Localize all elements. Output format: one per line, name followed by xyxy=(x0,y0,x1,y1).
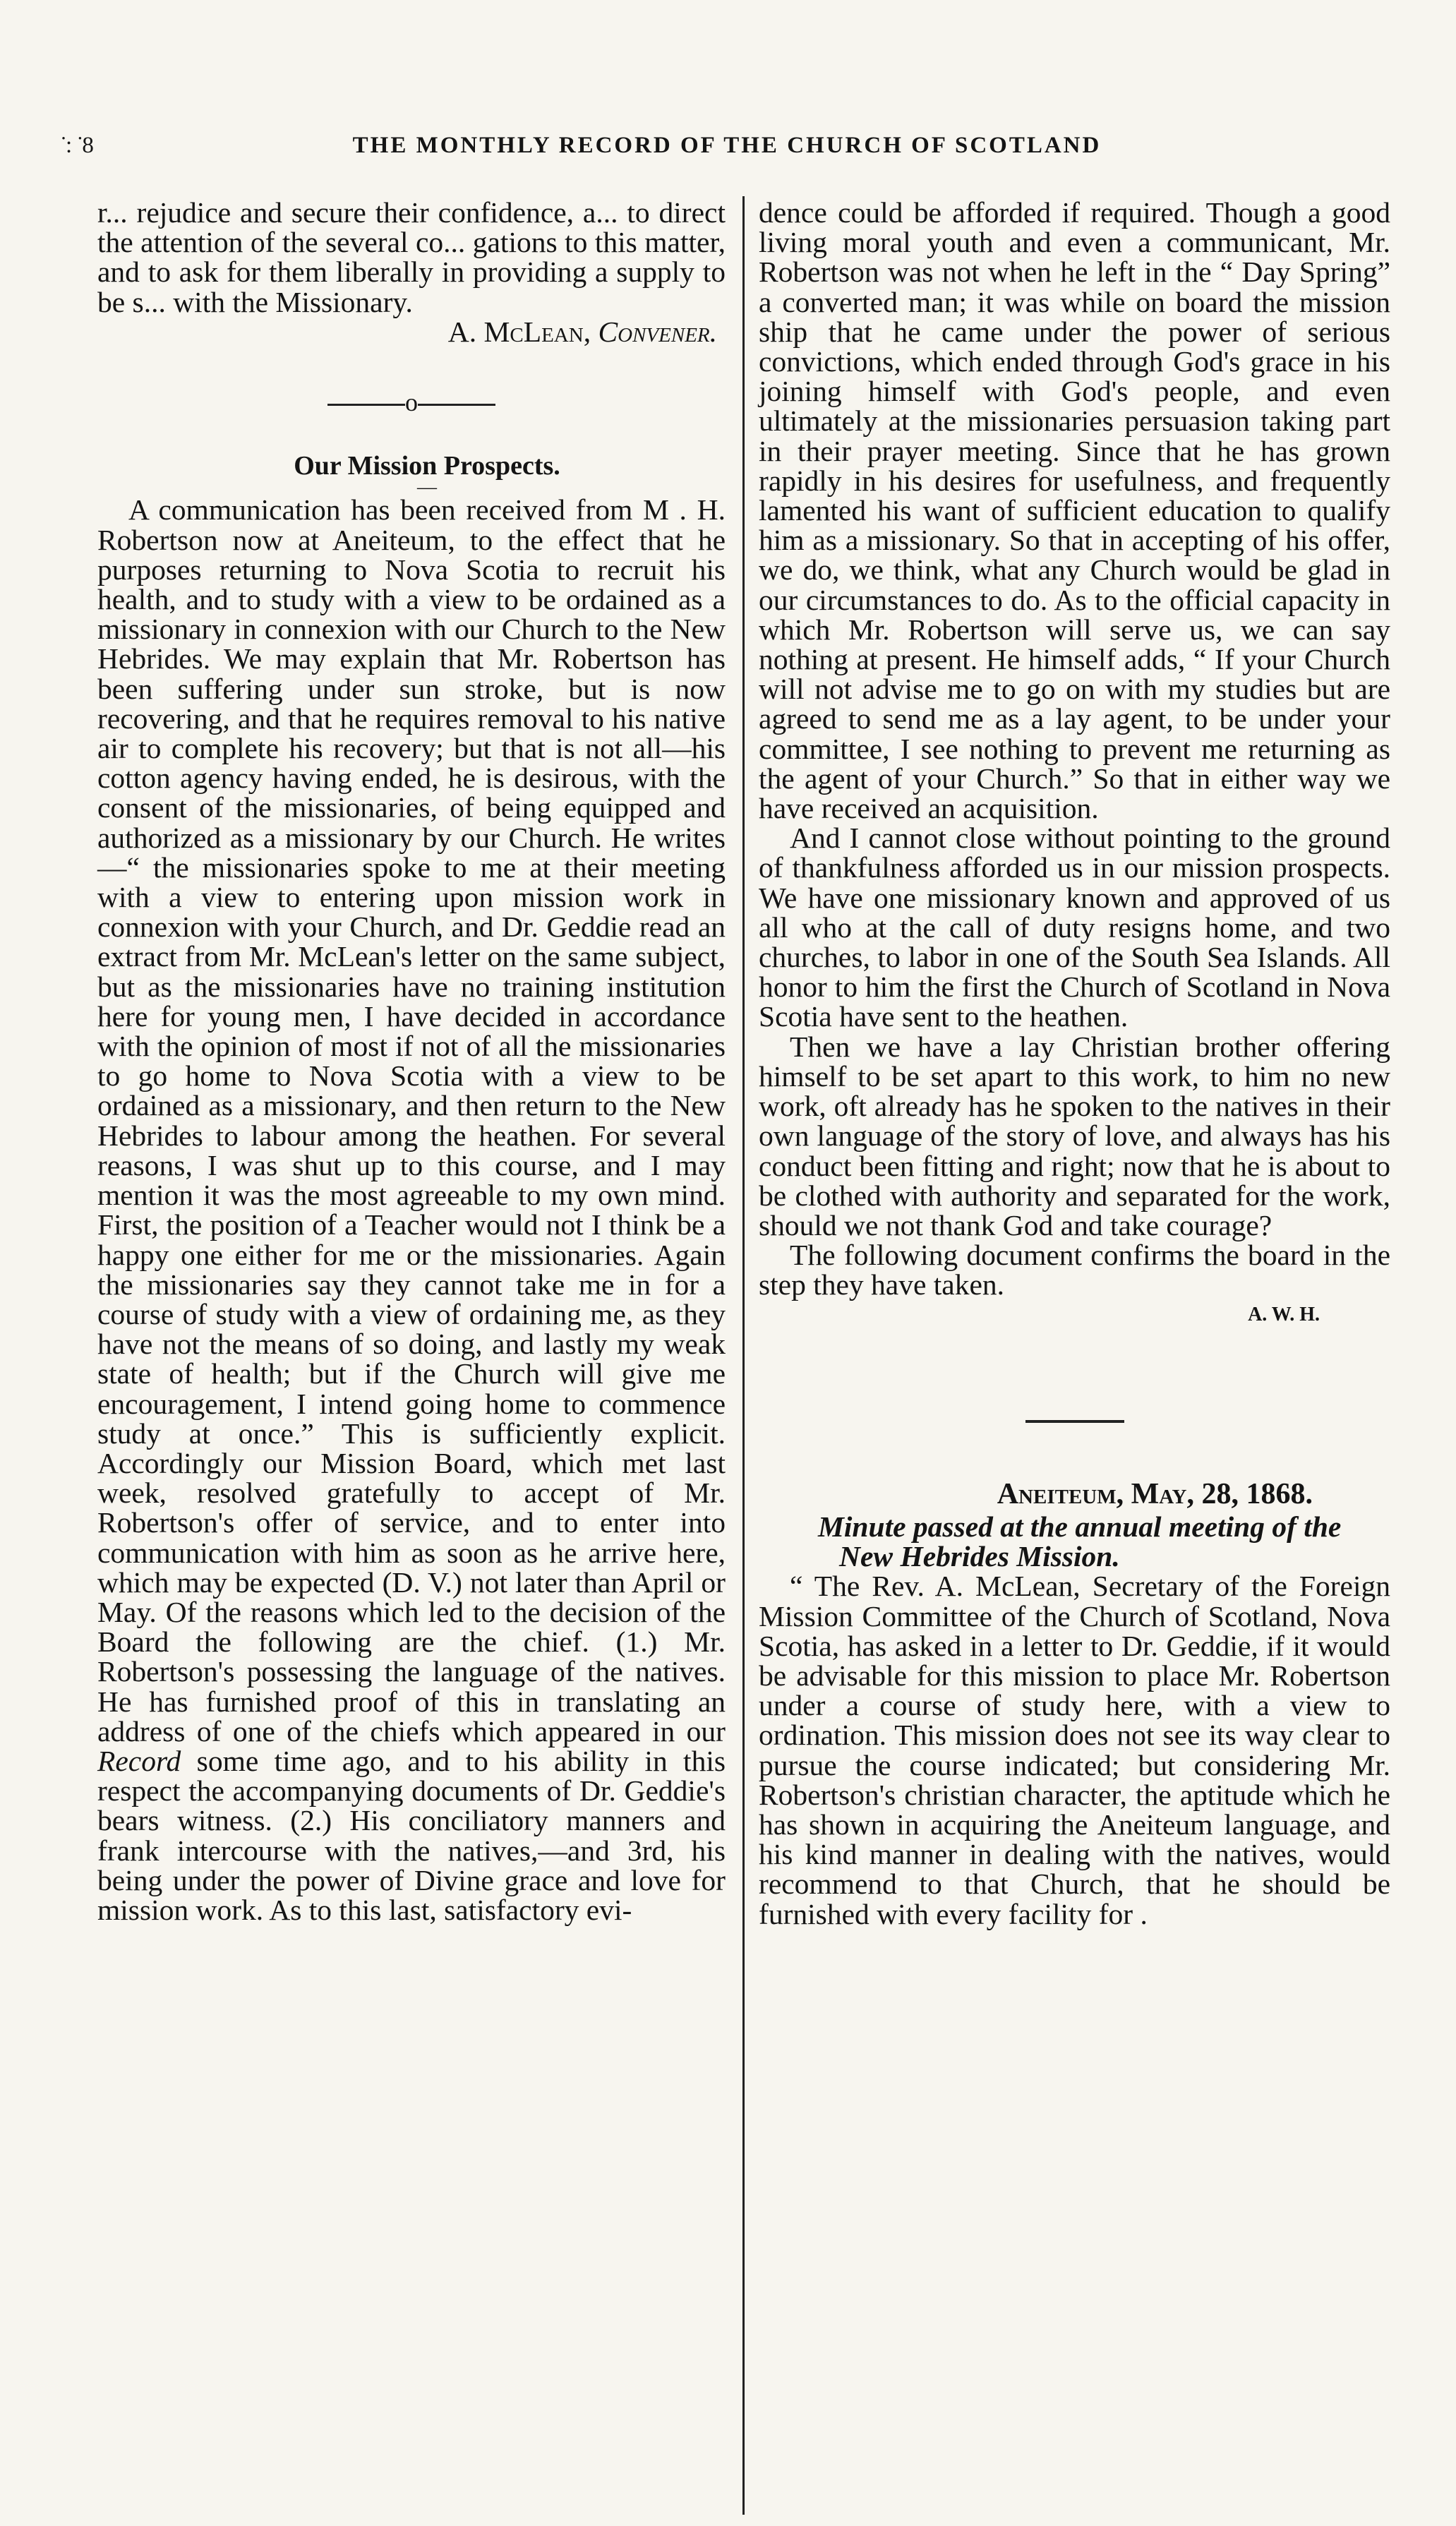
section-divider xyxy=(97,387,726,417)
minute-text: “ The Rev. A. McLean, Secretary of the Foreign Mission Committee of the Church of Scotland, Nova Scotia, has asked in a letter to Dr. Geddie, if it would be advisable for this mission to place Mr. Robertson under a course of study here, with a view to ordination. This mission does not see its way clear to pursue the course indicated; but considering Mr. Robertson's christian character, the aptitude which he has shown in acquiring the Aneiteum language, and his kind manner in dealing with the natives, would recommend to that Church, that he should be furnished with every facility for . xyxy=(759,1570,1390,1930)
short-rule xyxy=(1025,1420,1124,1423)
convener-signature xyxy=(97,317,726,347)
left-column xyxy=(97,198,726,1925)
article-text: A communication has been received from M . H. Robertson now at Aneiteum, to the effect that he purposes returning to Nova Scotia to recruit his health, and to study with a view to be ordained as a missionary in connexion with our Church to the New Hebrides. We may explain that Mr. Robertson has been suffering under sun stroke, but is now recovering, and that he requires removal to his native air to complete his recovery; but that is not all—his cotton agency having ended, he is desirous, with the consent of the missionaries, of being equipped and authorized as a missionary by our Church. He writes—“ the missionaries spoke to me at their meeting with a view to entering upon mission work in connexion with your Church, and Dr. Geddie read an extract from Mr. McLean's letter on the same subject, but as the missionaries have no training institution here for young men, I have decided in accordance with the opinion of most if not of all the missionaries to go home to Nova Scotia with a view to be ordained as a missionary, and then return to the New Hebrides to labour among the heathen. For several reasons, I was shut up to this course, and I may mention it was the most agreeable to my own mind. First, the position of a Teacher would not I think be a happy one either for me or the missionaries. Again the missionaries say they cannot take me in for a course of study with a view of ordaining me, as they have not the means of so doing, and lastly my weak state of health; but if the Church will give me encouragement, I intend going home to commence study at once.” This is sufficiently explicit. Accordingly our Mission Board, which met last week, resolved gratefully to accept of Mr. Robertson's offer of service, and to enter into communication with him as soon as he arrive here, which may be expected (D. V.) not later than April or May. Of the reasons which led to the decision of the Board the following are the chief. (1.) Mr. Robertson's possessing the language of the natives. He has furnished proof of this in translating an address of one of the chiefs which appeared in our xyxy=(97,493,726,1748)
minute-title-line2: New Hebrides Mission. xyxy=(839,1540,1120,1573)
page-header xyxy=(64,133,1390,175)
section-dash: — xyxy=(417,476,437,499)
divider-line-right xyxy=(418,404,495,406)
paragraph-thankfulness: And I cannot close without pointing to the ground of thankfulness afforded us in our mission prospects. We have one missionary known and approved of us all who at the call of duty resigns home, and two churches, to labor in one of the South Sea Islands. All honor to him the first the Church of Scotland in Nova Scotia have sent to the heathen. xyxy=(759,822,1390,1033)
paragraph-document: The following document confirms the board in the step they have taken. xyxy=(759,1239,1390,1301)
column-divider xyxy=(742,196,745,2515)
author-initials: A. W. H. xyxy=(1248,1303,1320,1325)
article-text-tail: some time ago, and to his ability in this respect the accompanying documents of Dr. Geddie's bears witness. (2.) His conciliatory manners and frank intercourse with the natives,—and 3rd, his being under the power of Divine grace and love for mission work. As to this last, satisfactory evi- xyxy=(97,1744,726,1926)
signature-name: A. McLean, xyxy=(447,315,591,348)
right-column xyxy=(759,198,1390,1929)
minute-title-line1: Minute passed at the annual meeting of the xyxy=(818,1510,1342,1543)
signature-role: Convener. xyxy=(598,315,717,348)
paragraph-lay-brother: Then we have a lay Christian brother offering himself to be set apart to this work, to him no new work, oft already has he spoken to the natives in their own language of the story of love, and always has his conduct been fitting and right; now that he is about to be clothed with authority and separated for the work, should we not thank God and take courage? xyxy=(759,1030,1390,1241)
continued-paragraph: dence could be afforded if required. Though a good living moral youth and even a communicant, Mr. Robertson was not when he left in the “ Day Spring” a converted man; it was while on board the mission ship that he came under the power of serious convictions, which ended through God's grace in his joining himself with God's people, and even ultimately at the missionaries persuasion taking part in their prayer meeting. Since that he has grown rapidly in his desires for usefulness, and frequently lamented his want of sufficient education to qualify him as a missionary. So that in accepting of his offer, we do, we think, what any Church would be glad in our circumstances to do. As to the official capacity in which Mr. Robertson will serve us, we can say nothing at present. He himself adds, “ If your Church will not advise me to go on with my studies but are agreed to send me as a lay agent, to be under your committee, I see nothing to prevent me returning as the agent of your Church.” So that in either way we have received an acquisition. xyxy=(759,196,1390,825)
article-paragraph xyxy=(97,495,726,1925)
divider-glyph: o xyxy=(405,388,418,417)
divider-line-left xyxy=(327,404,405,406)
dateline: Aneiteum, May, 28, 1868. xyxy=(997,1477,1313,1510)
intro-paragraph: r... rejudice and secure their confidence, a... to direct the attention of the several co... gations to this matter, and to ask for them liberally in providing a supply to be s... with the Missionary. xyxy=(97,196,726,318)
minute-title xyxy=(759,1512,1390,1571)
section-title: Our Mission Prospects. xyxy=(294,451,560,481)
running-title: THE MONTHLY RECORD OF THE CHURCH OF SCOTLAND xyxy=(352,133,1102,158)
record-title: Record xyxy=(97,1744,181,1777)
page-number: ̇: ̇8 xyxy=(64,133,96,158)
